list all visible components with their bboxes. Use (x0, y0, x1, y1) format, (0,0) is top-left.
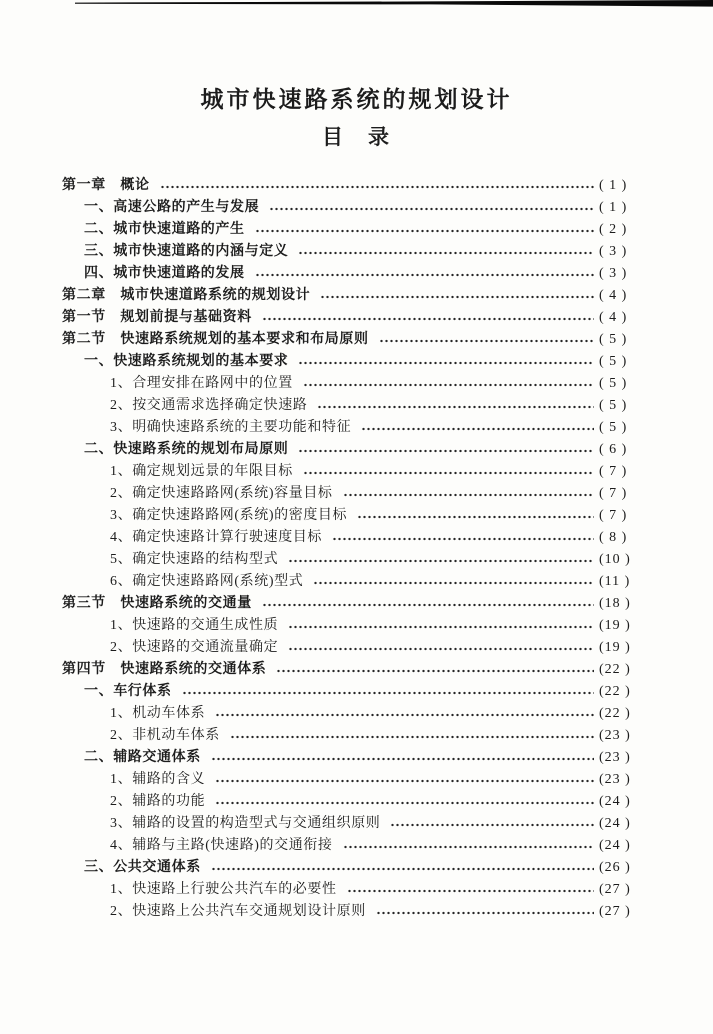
toc-entry-label: 2、快速路的交通流量确定 (110, 640, 279, 655)
toc-entry (62, 857, 647, 879)
toc-entry (62, 439, 647, 461)
toc-entry (62, 175, 647, 197)
toc-entry (62, 461, 647, 483)
dot-leader (343, 835, 594, 857)
toc-entry-page: (23 ) (599, 728, 631, 743)
toc-entry (62, 241, 647, 263)
toc-entry (62, 615, 647, 637)
dot-leader (298, 241, 594, 263)
toc-entry-page: ( 4 ) (599, 288, 628, 303)
toc-entry-label: 一、车行体系 (84, 684, 172, 699)
toc-entry-page: ( 3 ) (599, 244, 628, 259)
toc-entry (62, 571, 647, 593)
toc-entry (62, 725, 647, 747)
toc-entry-label: 4、辅路与主路(快速路)的交通衔接 (110, 838, 333, 853)
toc-entry-label: 四、城市快速道路的发展 (84, 266, 245, 281)
toc-entry (62, 307, 647, 329)
toc-entry-page: (19 ) (599, 618, 631, 633)
toc-entry (62, 505, 647, 527)
toc-entry-label: 三、公共交通体系 (84, 860, 201, 875)
dot-leader (230, 725, 594, 747)
dot-leader (288, 549, 594, 571)
toc-heading: 目 录 (322, 125, 391, 149)
toc-entry (62, 791, 647, 813)
dot-leader (262, 593, 594, 615)
toc-entry-label: 二、城市快速道路的产生 (84, 222, 245, 237)
toc-entry-label: 3、明确快速路系统的主要功能和特征 (110, 420, 352, 435)
toc-entry (62, 219, 647, 241)
dot-leader (357, 505, 594, 527)
toc-entry-label: 第一节 规划前提与基础资料 (62, 310, 252, 325)
dot-leader (276, 659, 594, 681)
toc-entry-label: 6、确定快速路路网(系统)型式 (110, 574, 304, 589)
toc-entry (62, 813, 647, 835)
dot-leader (211, 857, 594, 879)
toc-entry-page: ( 5 ) (599, 376, 628, 391)
toc-entry-label: 1、合理安排在路网中的位置 (110, 376, 293, 391)
toc-entry (62, 395, 647, 417)
toc-entry-label: 1、快速路上行驶公共汽车的必要性 (110, 882, 337, 897)
toc-entry (62, 527, 647, 549)
toc-entry (62, 197, 647, 219)
toc-entry-label: 第三节 快速路系统的交通量 (62, 596, 252, 611)
toc-entry-page: (18 ) (599, 596, 631, 611)
toc-entry-page: ( 5 ) (599, 332, 628, 347)
toc-entry-page: (22 ) (599, 684, 631, 699)
dot-leader (215, 703, 594, 725)
toc-entry-page: ( 8 ) (599, 530, 628, 545)
toc-entry-label: 1、机动车体系 (110, 706, 206, 721)
toc-entry (62, 835, 647, 857)
toc-list (62, 175, 647, 923)
toc-entry-page: ( 6 ) (599, 442, 628, 457)
toc-entry-page: ( 3 ) (599, 266, 628, 281)
dot-leader (379, 329, 594, 351)
dot-leader (269, 197, 594, 219)
toc-entry-label: 3、辅路的设置的构造型式与交通组织原则 (110, 816, 381, 831)
toc-entry (62, 703, 647, 725)
toc-entry (62, 747, 647, 769)
toc-entry-label: 2、确定快速路路网(系统)容量目标 (110, 486, 333, 501)
dot-leader (262, 307, 594, 329)
toc-entry-page: ( 5 ) (599, 354, 628, 369)
toc-entry-page: (19 ) (599, 640, 631, 655)
toc-entry-label: 一、高速公路的产生与发展 (84, 200, 260, 215)
dot-leader (303, 461, 594, 483)
toc-entry-page: (23 ) (599, 750, 631, 765)
dot-leader (313, 571, 594, 593)
toc-entry (62, 351, 647, 373)
toc-entry-page: (22 ) (599, 706, 631, 721)
toc-entry-label: 第二章 城市快速道路系统的规划设计 (62, 288, 311, 303)
toc-entry-label: 第二节 快速路系统规划的基本要求和布局原则 (62, 332, 369, 347)
dot-leader (332, 527, 594, 549)
toc-entry (62, 769, 647, 791)
toc-entry-page: ( 7 ) (599, 508, 628, 523)
toc-entry-label: 一、快速路系统规划的基本要求 (84, 354, 289, 369)
toc-entry (62, 483, 647, 505)
toc-entry (62, 329, 647, 351)
toc-entry-label: 三、城市快速道路的内涵与定义 (84, 244, 289, 259)
toc-entry-page: ( 1 ) (599, 178, 628, 193)
dot-leader (255, 263, 594, 285)
toc-entry-label: 第一章 概论 (62, 178, 150, 193)
dot-leader (182, 681, 594, 703)
toc-entry-page: ( 5 ) (599, 420, 628, 435)
toc-entry-page: ( 1 ) (599, 200, 628, 215)
dot-leader (390, 813, 594, 835)
toc-entry (62, 417, 647, 439)
toc-entry-label: 1、确定规划远景的年限目标 (110, 464, 293, 479)
toc-entry (62, 593, 647, 615)
toc-entry-label: 3、确定快速路路网(系统)的密度目标 (110, 508, 348, 523)
toc-entry (62, 681, 647, 703)
toc-entry (62, 901, 647, 923)
toc-entry-label: 二、快速路系统的规划布局原则 (84, 442, 289, 457)
dot-leader (255, 219, 594, 241)
toc-entry (62, 637, 647, 659)
toc-entry-page: ( 5 ) (599, 398, 628, 413)
toc-entry-page: (22 ) (599, 662, 631, 677)
toc-entry-page: (11 ) (599, 574, 631, 589)
toc-entry-page: ( 7 ) (599, 464, 628, 479)
dot-leader (298, 439, 594, 461)
toc-entry-label: 1、辅路的含义 (110, 772, 206, 787)
dot-leader (376, 901, 594, 923)
toc-entry (62, 879, 647, 901)
toc-entry-page: (23 ) (599, 772, 631, 787)
dot-leader (343, 483, 594, 505)
toc-entry (62, 549, 647, 571)
toc-entry-page: ( 7 ) (599, 486, 628, 501)
toc-entry (62, 285, 647, 307)
toc-entry-page: (24 ) (599, 838, 631, 853)
toc-entry-page: (24 ) (599, 816, 631, 831)
toc-entry-label: 二、辅路交通体系 (84, 750, 201, 765)
toc-entry-page: (26 ) (599, 860, 631, 875)
toc-entry (62, 373, 647, 395)
toc-entry-label: 2、按交通需求选择确定快速路 (110, 398, 308, 413)
toc-entry-page: (27 ) (599, 882, 631, 897)
dot-leader (298, 351, 594, 373)
toc-entry-label: 2、快速路上公共汽车交通规划设计原则 (110, 904, 366, 919)
toc-entry-label: 2、辅路的功能 (110, 794, 206, 809)
dot-leader (361, 417, 594, 439)
dot-leader (215, 791, 594, 813)
dot-leader (288, 615, 594, 637)
toc-entry-label: 4、确定快速路计算行驶速度目标 (110, 530, 322, 545)
toc-entry-page: (10 ) (599, 552, 631, 567)
toc-entry-label: 2、非机动车体系 (110, 728, 220, 743)
dot-leader (347, 879, 594, 901)
toc-entry-page: (24 ) (599, 794, 631, 809)
dot-leader (288, 637, 594, 659)
toc-entry (62, 263, 647, 285)
dot-leader (215, 769, 594, 791)
toc-entry-label: 5、确定快速路的结构型式 (110, 552, 279, 567)
toc-entry-page: ( 4 ) (599, 310, 628, 325)
dot-leader (303, 373, 594, 395)
dot-leader (211, 747, 594, 769)
book-title: 城市快速路系统的规划设计 (200, 87, 513, 112)
toc-entry-label: 1、快速路的交通生成性质 (110, 618, 279, 633)
dot-leader (320, 285, 594, 307)
toc-entry-page: ( 2 ) (599, 222, 628, 237)
dot-leader (317, 395, 594, 417)
toc-entry-label: 第四节 快速路系统的交通体系 (62, 662, 267, 677)
dot-leader (160, 175, 594, 197)
toc-entry-page: (27 ) (599, 904, 631, 919)
toc-entry (62, 659, 647, 681)
